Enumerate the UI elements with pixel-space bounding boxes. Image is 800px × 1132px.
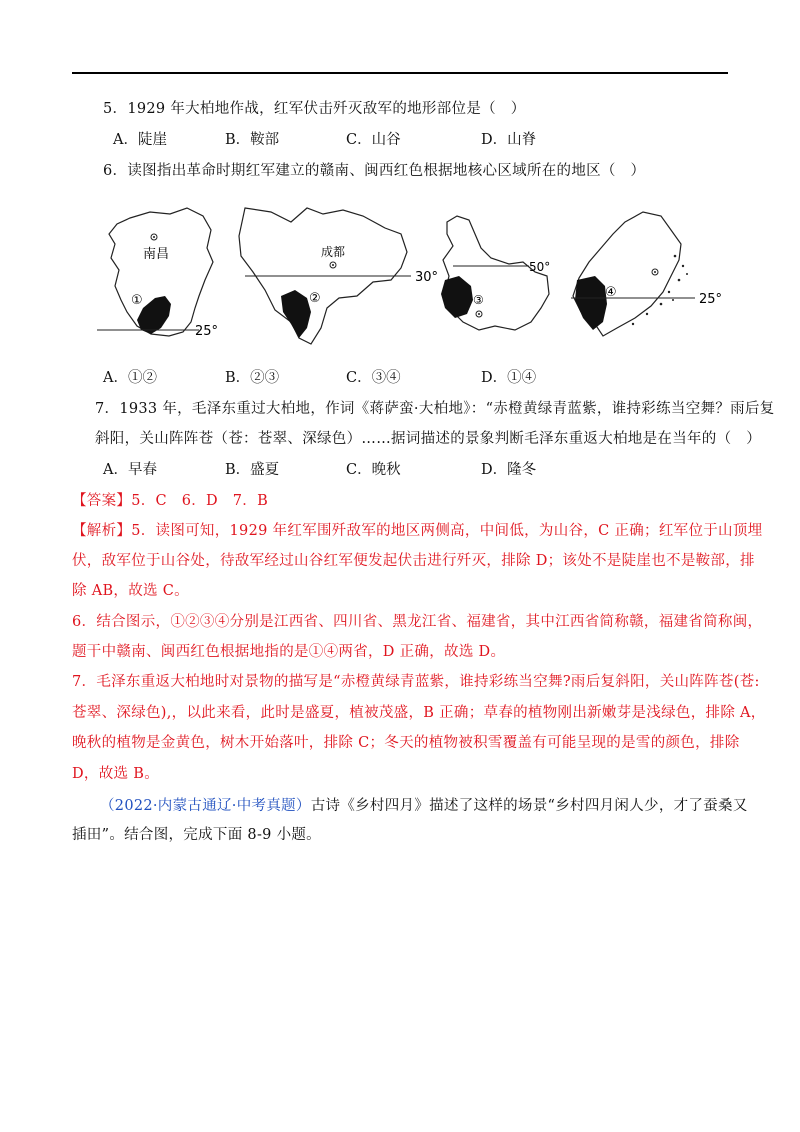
- map1-marker: ①: [131, 293, 143, 308]
- q6-option-c: C．③④: [346, 370, 401, 386]
- analysis-p6-line1: 6．结合图示，①②③④分别是江西省、四川省、黑龙江省、福建省，其中江西省简称赣，福建省简称闽，: [72, 614, 763, 630]
- answer-label: 【答案】: [72, 493, 132, 509]
- q5-option-d: D．山脊: [481, 132, 537, 148]
- q7-option-b: B．盛夏: [225, 462, 280, 478]
- q7-option-d: D．隆冬: [481, 462, 537, 478]
- map2-city: 成都: [321, 245, 346, 259]
- q7-stem-line2: 斜阳，关山阵阵苍（苍：苍翠、深绿色）……据词描述的景象判断毛泽东重返大柏地是在当年的（ ）: [95, 431, 761, 447]
- analysis-p5-line1: [72, 519, 762, 540]
- header-rule: [72, 72, 728, 74]
- q6-option-d: D．①④: [481, 370, 537, 386]
- map4-lat: 25°: [699, 292, 723, 307]
- map-sichuan: [239, 208, 438, 344]
- q5-option-b: B．鞍部: [225, 132, 280, 148]
- answer-text: 5．C 6．D 7．B: [131, 493, 269, 509]
- map3-marker: ③: [473, 293, 484, 307]
- analysis-p5-text1: 5．读图可知，1929 年红军围歼敌军的地区两侧高，中间低，为山谷，C 正确；红军位于山顶埋: [131, 523, 763, 539]
- analysis-p7-line2: 苍翠、深绿色),，以此来看，此时是盛夏，植被茂盛，B 正确；草春的植物刚出新嫩芽是浅绿色，排除 A，: [72, 705, 766, 721]
- analysis-p7-line4: D，故选 B。: [72, 766, 159, 782]
- analysis-label: 【解析】: [72, 523, 132, 539]
- next-intro-line1: [100, 794, 748, 815]
- analysis-p6-line2: 题干中赣南、闽西红色根据地指的是①④两省，D 正确，故选 D。: [72, 644, 506, 660]
- q7-option-a: A．早春: [103, 462, 157, 478]
- analysis-p7-line1: 7．毛泽东重返大柏地时对景物的描写是“赤橙黄绿青蓝紫，谁持彩练当空舞?雨后复斜阳，关山阵阵苍(苍:: [72, 674, 760, 690]
- map3-lat: 50°: [529, 260, 551, 274]
- q7-stem-line1: 7．1933 年，毛泽东重过大柏地，作词《蒋萨蛮·大柏地》：“赤橙黄绿青蓝紫，谁持彩练当空舞？雨后复: [95, 401, 775, 417]
- map2-lat: 30°: [415, 270, 439, 285]
- analysis-p5-line2: 伏，敌军位于山谷处，待敌军经过山谷红军便发起伏击进行歼灭，排除 D；该处不是陡崖也不是鞍部，排: [72, 553, 755, 569]
- map2-marker: ②: [309, 291, 321, 306]
- q6-option-b: B．②③: [225, 370, 280, 386]
- q6-stem: 6．读图指出革命时期红军建立的赣南、闽西红色根据地核心区域所在的地区（ ）: [103, 163, 646, 179]
- map-jiangxi: [97, 208, 218, 339]
- province-maps-figure: [95, 200, 735, 360]
- map1-city: 南昌: [143, 247, 170, 262]
- next-source: （2022·内蒙古通辽·中考真题）: [100, 798, 311, 814]
- q7-option-c: C．晚秋: [346, 462, 401, 478]
- q5-stem: 5．1929 年大柏地作战，红军伏击歼灭敌军的地形部位是（ ）: [103, 101, 526, 117]
- map-heilongjiang: [441, 216, 550, 330]
- next-intro-line2: 插田”。结合图，完成下面 8-9 小题。: [72, 827, 321, 843]
- q5-option-a: A．陡崖: [113, 132, 167, 148]
- answer-line: [72, 489, 268, 510]
- map1-lat: 25°: [195, 324, 219, 339]
- map-fujian: [571, 212, 722, 336]
- q5-option-c: C．山谷: [346, 132, 401, 148]
- q6-option-a: A．①②: [103, 370, 157, 386]
- province-maps: [95, 200, 735, 360]
- analysis-p5-line3: 除 AB，故选 C。: [72, 583, 189, 599]
- analysis-p7-line3: 晚秋的植物是金黄色，树木开始落叶，排除 C；冬天的植物被积雪覆盖有可能呈现的是雪的颜色，排除: [72, 735, 740, 751]
- next-text1: 古诗《乡村四月》描述了这样的场景“乡村四月闲人少，才了蚕桑又: [310, 798, 748, 814]
- map4-marker: ④: [605, 285, 617, 300]
